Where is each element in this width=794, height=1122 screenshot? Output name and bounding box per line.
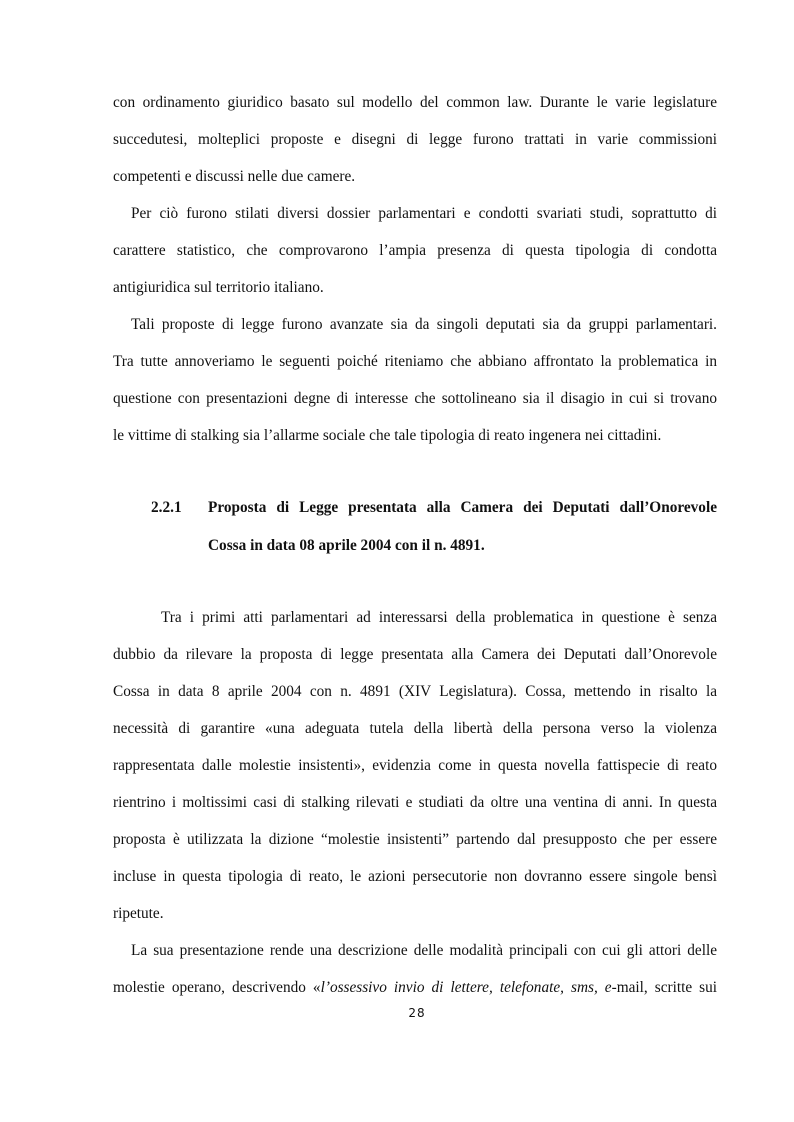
paragraph-5-line-2	[113, 977, 717, 999]
paragraph-4-line-2: dubbio da rilevare la proposta di legge presentata alla Camera dei Deputati dall’Onorevole	[113, 646, 717, 663]
paragraph-3-line-3: questione con presentazioni degne di interesse che sottolineano sia il disagio in cui si trovano	[113, 390, 717, 407]
section-title-line-2: Cossa in data 08 aprile 2004 con il n. 4891.	[208, 537, 485, 554]
paragraph-2-line-2: carattere statistico, che comprovarono l’ampia presenza di questa tipologia di condotta	[113, 242, 717, 259]
paragraph-4-line-4: necessità di garantire «una adeguata tutela della libertà della persona verso la violenza	[113, 720, 717, 737]
paragraph-4-line-5: rappresentata dalle molestie insistenti», evidenzia come in questa novella fattispecie di reato	[113, 757, 717, 774]
page-number-text: 28	[408, 1006, 426, 1020]
paragraph-5-line-2-start: molestie operano, descrivendo «	[113, 979, 321, 996]
paragraph-4-line-8: incluse in questa tipologia di reato, le azioni persecutorie non dovranno essere singole bensì	[113, 868, 717, 885]
paragraph-3-line-1: Tali proposte di legge furono avanzate sia da singoli deputati sia da gruppi parlamentari.	[131, 316, 717, 333]
section-number: 2.2.1	[151, 499, 182, 516]
paragraph-3-line-4: le vittime di stalking sia l’allarme sociale che tale tipologia di reato ingenera nei cittadini.	[113, 427, 662, 444]
paragraph-4-line-6: rientrino i moltissimi casi di stalking rilevati e studiati da oltre una ventina di anni. In questa	[113, 794, 717, 811]
paragraph-2-line-3: antigiuridica sul territorio italiano.	[113, 279, 324, 296]
page-number	[0, 1006, 794, 1020]
paragraph-1-line-3: competenti e discussi nelle due camere.	[113, 168, 356, 185]
section-title-line-1: Proposta di Legge presentata alla Camera dei Deputati dall’Onorevole	[208, 499, 717, 516]
paragraph-4-line-7: proposta è utilizzata la dizione “molestie insistenti” partendo dal presupposto che per essere	[113, 831, 717, 848]
paragraph-4-line-1: Tra i primi atti parlamentari ad interessarsi della problematica in questione è senza	[161, 609, 717, 626]
paragraph-3-line-2: Tra tutte annoveriamo le seguenti poiché riteniamo che abbiano affrontato la problematica in	[113, 353, 717, 370]
paragraph-1-line-1: con ordinamento giuridico basato sul modello del common law. Durante le varie legislature	[113, 94, 717, 111]
paragraph-5-line-2-italic: l’ossessivo invio di lettere, telefonate, sms, e	[320, 979, 612, 996]
paragraph-1-line-2: succedutesi, molteplici proposte e disegni di legge furono trattati in varie commissioni	[113, 131, 717, 148]
paragraph-5-line-1: La sua presentazione rende una descrizione delle modalità principali con cui gli attori delle	[131, 942, 717, 959]
paragraph-5-line-2-end: -mail, scritte sui	[611, 979, 718, 996]
paragraph-4-line-3: Cossa in data 8 aprile 2004 con n. 4891 (XIV Legislatura). Cossa, mettendo in risalto la	[113, 683, 717, 700]
paragraph-4-line-9: ripetute.	[113, 905, 164, 922]
paragraph-2-line-1: Per ciò furono stilati diversi dossier parlamentari e condotti svariati studi, soprattutto di	[131, 205, 717, 222]
